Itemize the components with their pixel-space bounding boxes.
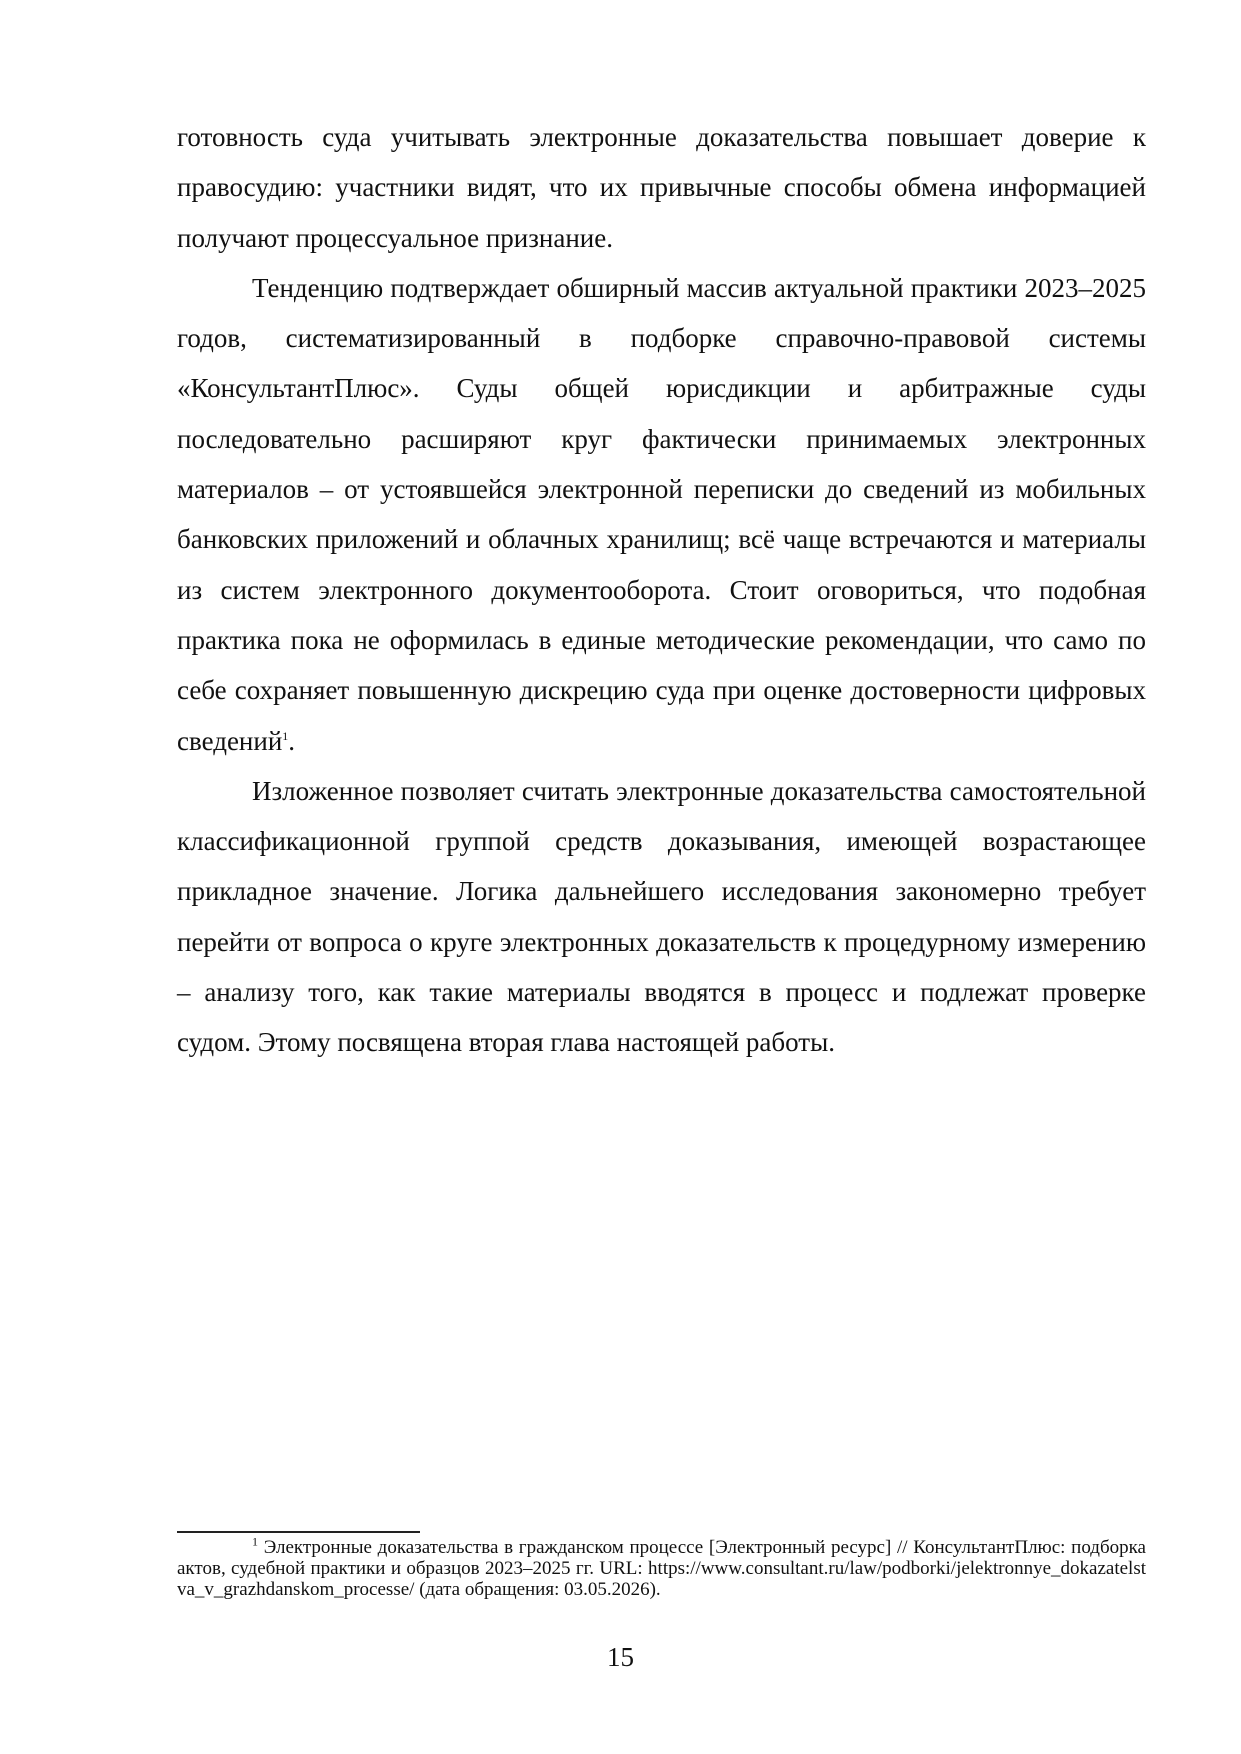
footnote-access-date: (дата обращения: 03.05.2026).: [414, 1579, 661, 1601]
footnote-1: [177, 1534, 1146, 1601]
paragraph-1-text: готовность суда учитывать электронные доказательства повышает доверие к правосудию: участники видят, что их привычные способы обмена информацией получают процессуальное признание.: [177, 122, 1146, 253]
paragraph-1: [177, 112, 1146, 263]
footnote-mark: 1: [252, 1534, 258, 1549]
footnote-reference[interactable]: 1: [282, 728, 289, 743]
paragraph-3-text: Изложенное позволяет считать электронные доказательства самостоятельной классификационной группой средств доказывания, имеющей возрастающее прикладное значение. Логика дальнейшего исследования закономерно требует перейти от вопроса о круге электронных доказательств к процедурному измерению – анализу того, как такие материалы вводятся в процесс и подлежат проверке судом. Этому посвящена вторая глава настоящей работы.: [177, 775, 1146, 1058]
paragraph-2-text: Тенденцию подтверждает обширный массив актуальной практики 2023–2025 годов, систематизированный в подборке справочно-правовой системы «КонсультантПлюс». Суды общей юрисдикции и арбитражные суды последовательно расширяют круг фактически принимаемых электронных материалов – от устоявшейся электронной переписки до сведений из мобильных банковских приложений и облачных хранилищ; всё чаще встречаются и материалы из систем электронного документооборота. Стоит оговориться, что подобная практика пока не оформилась в единые методические рекомендации, что само по себе сохраняет повышенную дискрецию суда при оценке достоверности цифровых сведений: [177, 272, 1146, 756]
document-body: [177, 112, 1146, 1068]
footnote-url[interactable]: https://www.consultant.ru/law/podborki/jelektronnye_dokazatelstva_v_grazhdanskom_processe/: [177, 1558, 1146, 1601]
paragraph-3: [177, 766, 1146, 1068]
paragraph-2: [177, 263, 1146, 766]
footnote-area: [177, 1531, 1146, 1601]
paragraph-2-ending: .: [288, 725, 296, 756]
footnote-citation: Электронные доказательства в гражданском процессе [Электронный ресурс] // КонсультантПлюс: подборка актов, судебной практики и образцов 2023–2025 гг. URL:: [177, 1537, 1146, 1580]
page-number: 15: [607, 1642, 634, 1672]
footnote-separator: [177, 1531, 420, 1533]
